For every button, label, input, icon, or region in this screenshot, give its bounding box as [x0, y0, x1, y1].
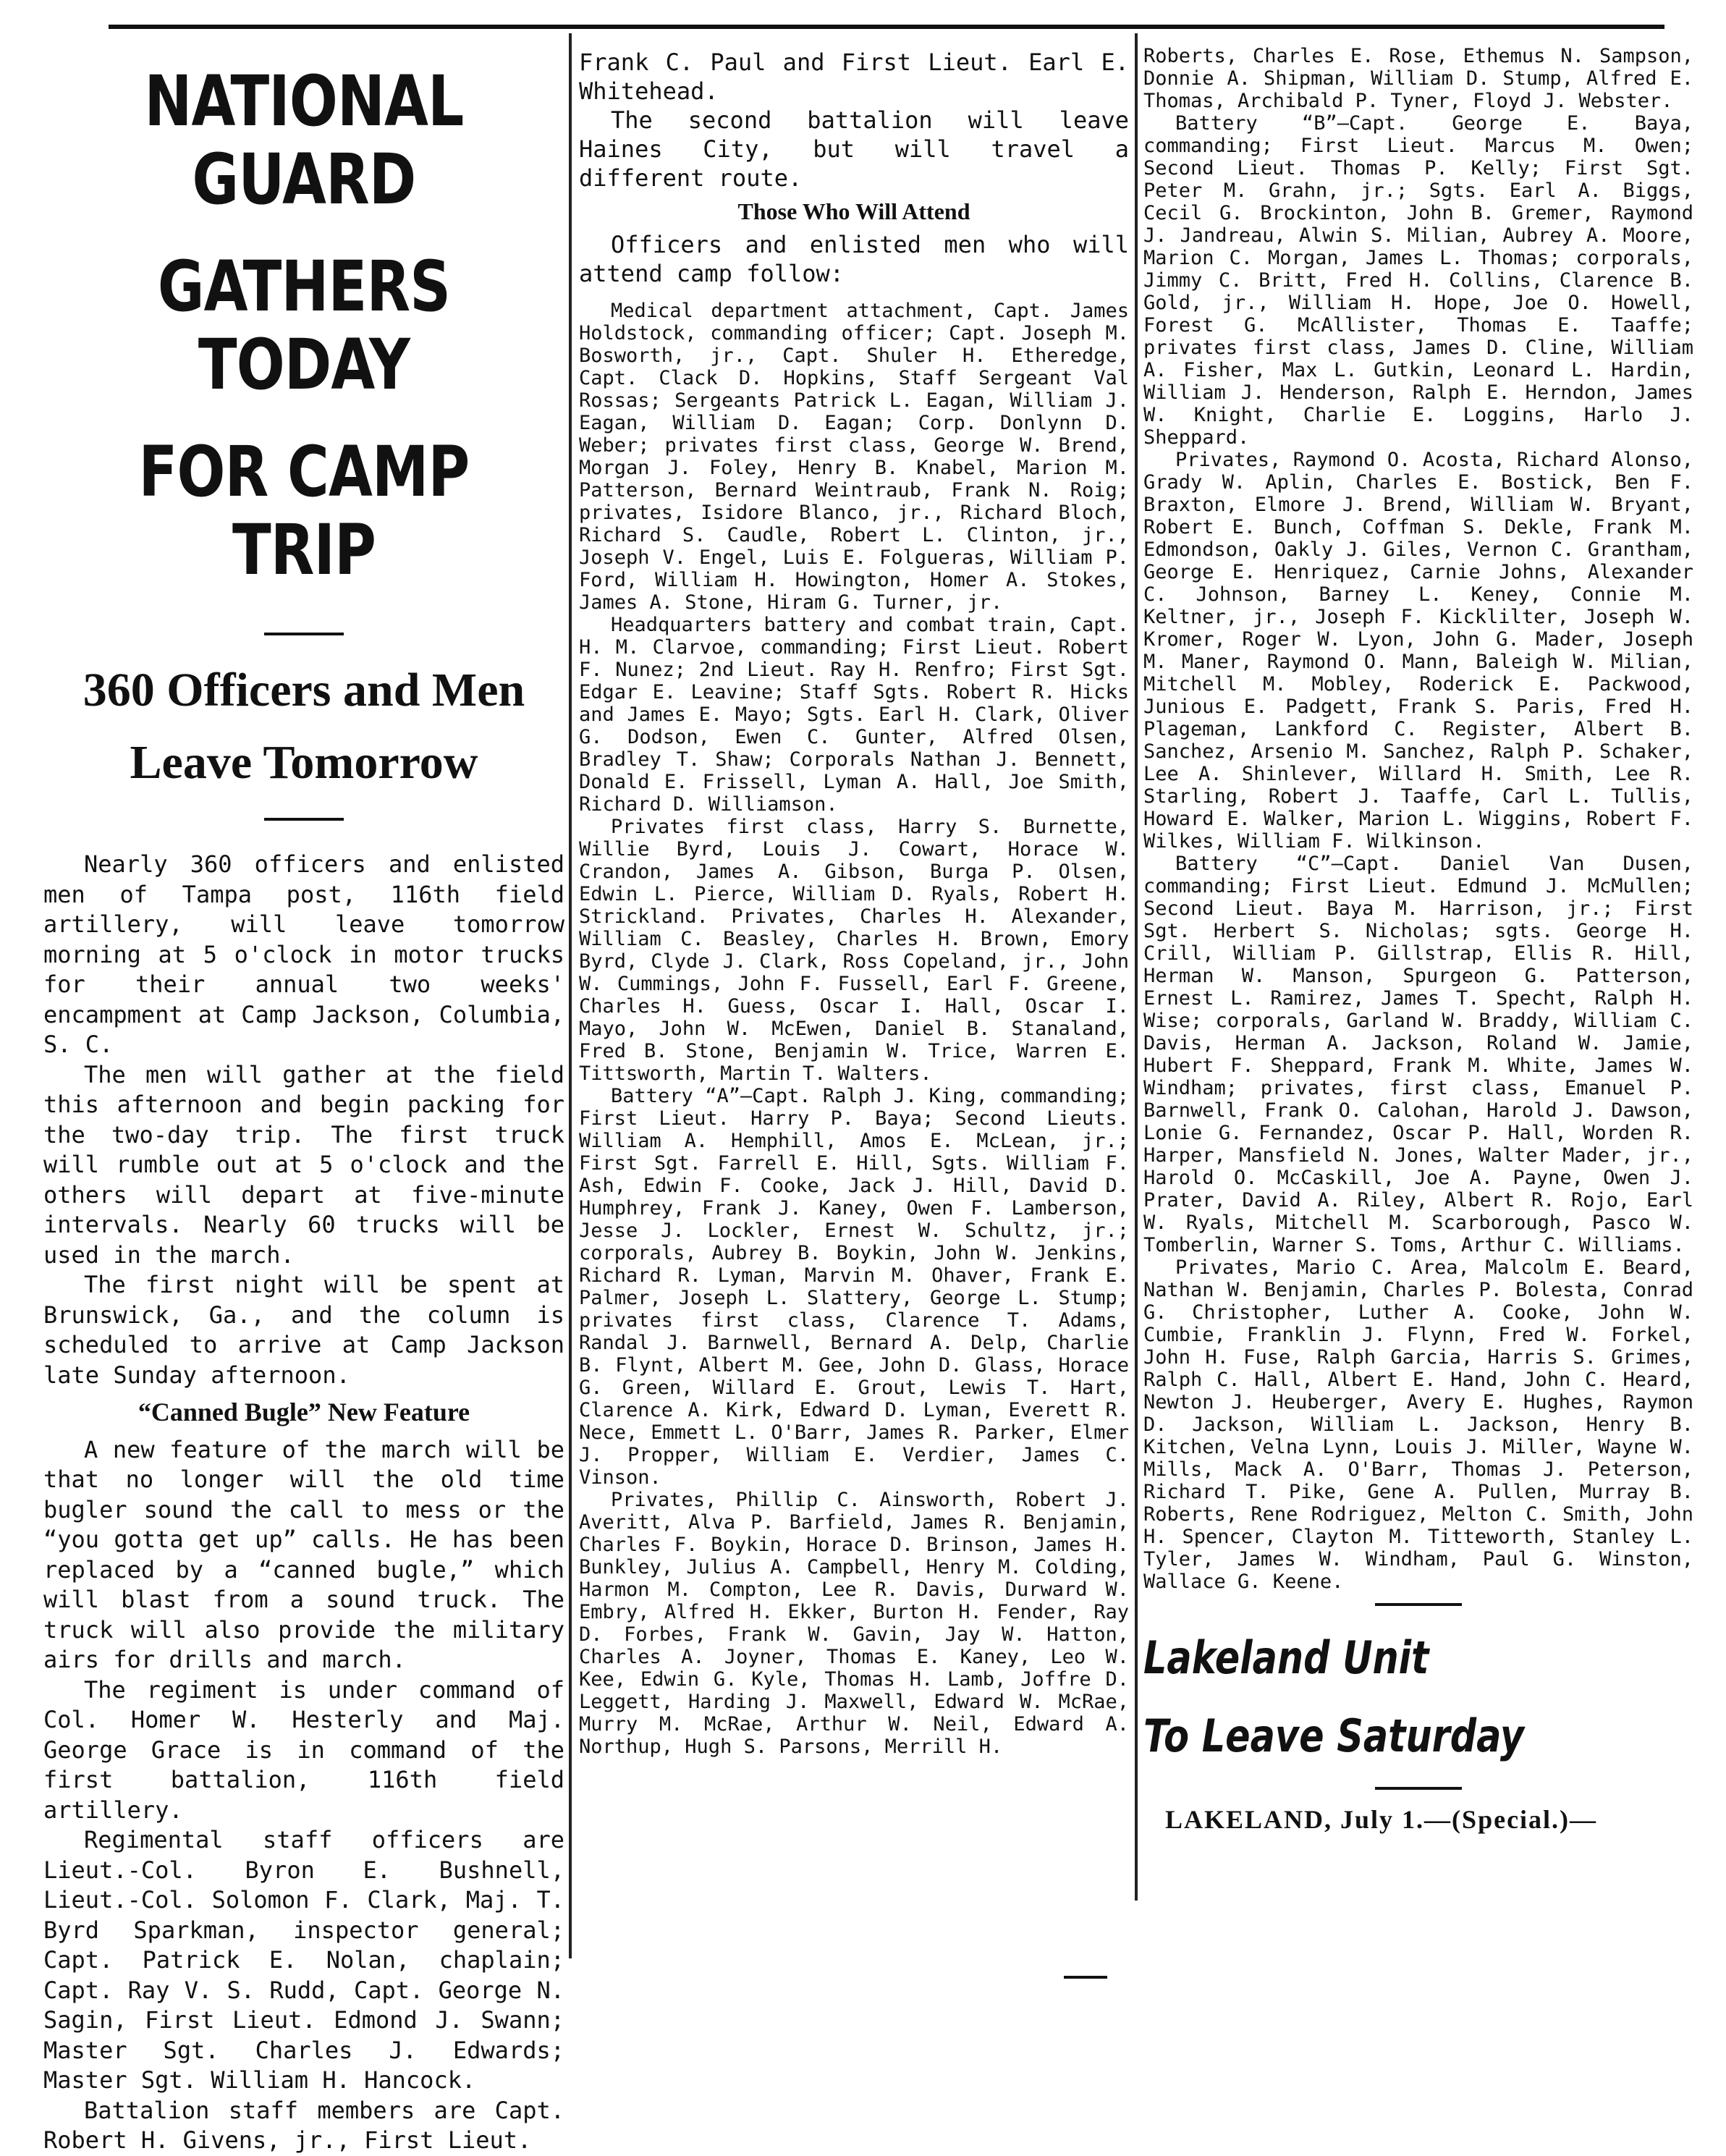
- divider: [264, 818, 344, 821]
- top-rule: [109, 25, 1664, 29]
- column-3: [1143, 33, 1693, 2002]
- column-1: [43, 33, 564, 2154]
- roster-paragraph: Privates, Raymond O. Acosta, Richard Alonso, Grady W. Aplin, Charles E. Bostick, Ben F. Braxton, Elmore J. Brend, William W. Bryant, Robert E. Bunch, Coffman S. Dekle, Frank M. Edmondson, Oakly J. Giles, Vernon C. Grantham, George E. Henriquez, Carnie Johns, Alexander C. Johnson, Barney L. Keney, Connie M. Keltner, jr., Joseph F. Kicklilter, Joseph W. Kromer, Roger W. Lyon, John G. Mader, Joseph M. Maner, Raymond O. Mann, Baleigh W. Milian, Mitchell M. Mobley, Roderick E. Packwood, Junious E. Padgett, Frank S. Paris, Fred H. Plageman, Lankford C. Register, Albert B. Sanchez, Arsenio M. Sanchez, Ralph P. Schaker, Lee A. Shinlever, Willard H. Smith, Lee R. Starling, Robert J. Taaffe, Carl L. Tullis, Howard E. Walker, Marion L. Wiggins, Robert F. Wilkes, William F. Wilkinson.: [1143, 449, 1693, 853]
- article-body: [43, 850, 564, 2156]
- paragraph: Battalion staff members are Capt. Robert H. Givens, jr., First Lieut.: [43, 2096, 564, 2154]
- roster-paragraph: Medical department attachment, Capt. James Holdstock, commanding officer; Capt. Joseph M. Bosworth, jr., Capt. Shuler H. Etheredge, Capt. Clack D. Hopkins, Staff Sergeant Val Rossas; Sergeants Patrick L. Eagan, William J. Eagan, William D. Eagan; Corp. Donlynn D. Weber; privates first class, George W. Brend, Morgan J. Foley, Henry B. Knabel, Marion M. Patterson, Bernard Weintraub, Frank N. Roig; privates, Isidore Blanco, jr., Richard Bloch, Richard S. Caudle, Robert L. Clinton, jr., Joseph V. Engel, Luis E. Folgueras, William P. Ford, William H. Howington, Homer A. Stokes, James A. Stone, Hiram G. Turner, jr.: [579, 300, 1129, 614]
- lakeland-headline-line: To Leave Saturday: [1143, 1709, 1525, 1762]
- roster-paragraph: Privates first class, Harry S. Burnette, Willie Byrd, Louis J. Cowart, Horace W. Crandon, James A. Gibson, Burga P. Olsen, Edwin L. Pierce, William D. Ryals, Robert H. Strickland. Privates, Charles H. Alexander, William C. Beasley, Charles H. Brown, Emory Byrd, Clyde J. Clark, Ross Copeland, jr., John W. Cummings, John F. Fussell, Earl F. Greene, Charles H. Guess, Oscar I. Hall, Oscar I. Mayo, John W. McEwen, Daniel B. Stanaland, Fred B. Stone, Benjamin W. Trice, Warren E. Tittsworth, Martin T. Walters.: [579, 816, 1129, 1085]
- article-continued: [579, 48, 1129, 288]
- roster-paragraph: Privates, Phillip C. Ainsworth, Robert J. Averitt, Alva P. Barfield, James R. Benjamin, Charles F. Boykin, Horace D. Brinson, James H. Bunkley, Julius A. Campbell, Henry M. Colding, Harmon M. Compton, Lee R. Davis, Durward W. Embry, Alfred H. Ekker, Burton H. Fender, Ray D. Forbes, Frank W. Gavin, Jay W. Hatton, Charles A. Joyner, Thomas E. Kaney, Leo W. Kee, Edwin G. Kyle, Thomas H. Lamb, Joffre D. Leggett, Harding J. Maxwell, Edward W. McRae, Murry M. McRae, Arthur W. Neil, Edward A. Northup, Hugh S. Parsons, Merrill H.: [579, 1489, 1129, 1758]
- headline: [43, 62, 564, 589]
- paragraph: Officers and enlisted men who will attend camp follow:: [579, 231, 1129, 287]
- paragraph: Frank C. Paul and First Lieut. Earl E. Whitehead.: [579, 48, 1129, 105]
- paragraph: The second battalion will leave Haines City, but will travel a different route.: [579, 106, 1129, 192]
- headline-line: FOR CAMP TRIP: [138, 431, 470, 591]
- roster: [579, 300, 1129, 1758]
- divider: [1375, 1603, 1462, 1606]
- paragraph: A new feature of the march will be that no longer will the old time bugler sound the call to mess or the “you gotta get up” calls. He has been replaced by a “canned bugle,” which will blast from a sound truck. The truck will also provide the military airs for drills and march.: [43, 1435, 564, 1673]
- headline-line: NATIONAL GUARD: [144, 61, 464, 220]
- divider: [264, 633, 344, 635]
- subhead-line: Leave Tomorrow: [130, 736, 478, 789]
- paragraph: The first night will be spent at Brunswick, Ga., and the column is scheduled to arrive at Camp Jackson late Sunday afternoon.: [43, 1271, 564, 1389]
- roster: [1143, 45, 1693, 1593]
- paragraph: The regiment is under command of Col. Homer W. Hesterly and Maj. George Grace is in command of the first battalion, 116th field artillery.: [43, 1675, 564, 1824]
- crosshead: “Canned Bugle” New Feature: [138, 1398, 470, 1426]
- bottom-rule: [1064, 1976, 1107, 1979]
- column-2: [579, 33, 1129, 2002]
- roster-paragraph: Battery “B”—Capt. George E. Baya, commanding; First Lieut. Marcus M. Owen; Second Lieut. Thomas P. Kelly; First Sgt. Peter M. Grahn, jr.; Sgts. Earl A. Biggs, Cecil G. Brockinton, John B. Gremer, Raymond J. Jandreau, Alwin S. Milian, Aubrey A. Moore, Marion C. Morgan, James L. Thomas; corporals, Jimmy C. Britt, Fred H. Collins, Clarence B. Gold, jr., William H. Hope, Joe O. Howell, Forest G. McAllister, Thomas E. Taaffe; privates first class, James D. Cline, William A. Fisher, Max L. Gutkin, Leonard L. Hardin, William J. Henderson, Ralph E. Herndon, James W. Knight, Charlie E. Loggins, Harlo J. Sheppard.: [1143, 112, 1693, 449]
- lakeland-headline-line: Lakeland Unit: [1143, 1631, 1429, 1684]
- dateline: LAKELAND, July 1.—(Special.)—: [1165, 1805, 1598, 1834]
- roster-paragraph: Battery “A”—Capt. Ralph J. King, commanding; First Lieut. Harry P. Baya; Second Lieuts. William A. Hemphill, Amos E. McLean, jr.; First Sgt. Farrell E. Hill, Sgts. William F. Ash, Edwin F. Cooke, Jack J. Hill, David D. Humphrey, Frank J. Kaney, Owen F. Lamberson, Jesse J. Lockler, Ernest W. Schultz, jr.; corporals, Aubrey B. Boykin, John W. Jenkins, Richard R. Lyman, Marvin M. Ohaver, Frank E. Palmer, Joseph L. Slattery, George L. Stump; privates first class, Clarence T. Adams, Randal J. Barnwell, Bernard A. Delp, Charlie B. Flynt, Albert M. Gee, John D. Glass, Horace G. Green, Willard E. Grout, Lewis T. Hart, Clarence A. Kirk, Edward D. Lyman, Everett R. Nece, Emmett L. O'Barr, James R. Parker, Elmer J. Propper, William E. Verdier, James C. Vinson.: [579, 1085, 1129, 1489]
- column-rule-2: [1135, 33, 1138, 1901]
- divider: [1375, 1787, 1462, 1790]
- crosshead: Those Who Will Attend: [737, 198, 970, 224]
- roster-paragraph: Privates, Mario C. Area, Malcolm E. Beard, Nathan W. Benjamin, Charles P. Bolesta, Conrad G. Christopher, Luther A. Cooke, John W. Cumbie, Franklin J. Flynn, Fred W. Forkel, John H. Fuse, Ralph Garcia, Harris S. Grimes, Ralph C. Hall, Albert E. Hand, John C. Heard, Newton J. Heuberger, Avery E. Hughes, Raymon D. Jackson, William L. Jackson, Henry B. Kitchen, Velna Lynn, Louis J. Miller, Wayne W. Mills, Mack A. O'Barr, Thomas J. Peterson, Richard T. Pike, Gene A. Pullen, Murray B. Roberts, Rene Rodriguez, Melton C. Smith, John H. Spencer, Clayton M. Titteworth, Stanley L. Tyler, James W. Windham, Paul G. Winston, Wallace G. Keene.: [1143, 1256, 1693, 1593]
- subheadline: [43, 654, 564, 799]
- paragraph: Regimental staff officers are Lieut.-Col. Byron E. Bushnell, Lieut.-Col. Solomon F. Clark, Maj. T. Byrd Sparkman, inspector general; Capt. Patrick E. Nolan, chaplain; Capt. Ray V. S. Rudd, Capt. George N. Sagin, First Lieut. Edmond J. Swann; Master Sgt. Charles J. Edwards; Master Sgt. William H. Hancock.: [43, 1826, 564, 2094]
- subhead-line: 360 Officers and Men: [83, 664, 525, 716]
- roster-paragraph: Roberts, Charles E. Rose, Ethemus N. Sampson, Donnie A. Shipman, William D. Stump, Alfred E. Thomas, Archibald P. Tyner, Floyd J. Webster.: [1143, 45, 1693, 112]
- roster-paragraph: Battery “C”—Capt. Daniel Van Dusen, commanding; First Lieut. Edmund J. McMullen; Second Lieut. Baya M. Harrison, jr.; First Sgt. Herbert S. Nicholas; sgts. George H. Crill, William P. Gillstrap, Ellis R. Hill, Herman W. Manson, Spurgeon G. Patterson, Ernest L. Ramirez, James T. Specht, Ralph H. Wise; corporals, Garland W. Braddy, William C. Davis, Herman A. Jackson, Roland W. Jamie, Hubert F. Sheppard, Frank M. White, James W. Windham; privates, first class, Emanuel P. Barnwell, Frank O. Calohan, Harold J. Dawson, Lonie G. Fernandez, Oscar P. Hall, Worden R. Harper, Mansfield N. Jones, Walter Mader, jr., Harold O. McCaskill, Joe A. Payne, Owen J. Prater, David A. Riley, Albert R. Rojo, Earl W. Ryals, Mitchell M. Scarborough, Pasco W. Tomberlin, Warner S. Toms, Arthur C. Williams.: [1143, 853, 1693, 1256]
- headline-line: GATHERS TODAY: [157, 246, 451, 405]
- lakeland-headline: [1143, 1619, 1693, 1775]
- paragraph: The men will gather at the field this afternoon and begin packing for the two-day trip. The first truck will rumble out at 5 o'clock and the others will depart at five-minute intervals. Nearly 60 trucks will be used in the march.: [43, 1060, 564, 1269]
- roster-paragraph: Headquarters battery and combat train, Capt. H. M. Clarvoe, commanding; First Lieut. Robert F. Nunez; 2nd Lieut. Ray H. Renfro; First Sgt. Edgar E. Leavine; Staff Sgts. Robert R. Hicks and James E. Mayo; Sgts. Earl H. Clark, Oliver G. Dodson, Ewen C. Gunter, Alfred Olsen, Bradley T. Shaw; Corporals Nathan J. Bennett, Donald E. Frissell, Lyman A. Hall, Joe Smith, Richard D. Williamson.: [579, 614, 1129, 816]
- column-rule-1: [569, 33, 572, 1958]
- paragraph: Nearly 360 officers and enlisted men of Tampa post, 116th field artillery, will leave tomorrow morning at 5 o'clock in motor trucks for their annual two weeks' encampment at Camp Jackson, Columbia, S. C.: [43, 850, 564, 1058]
